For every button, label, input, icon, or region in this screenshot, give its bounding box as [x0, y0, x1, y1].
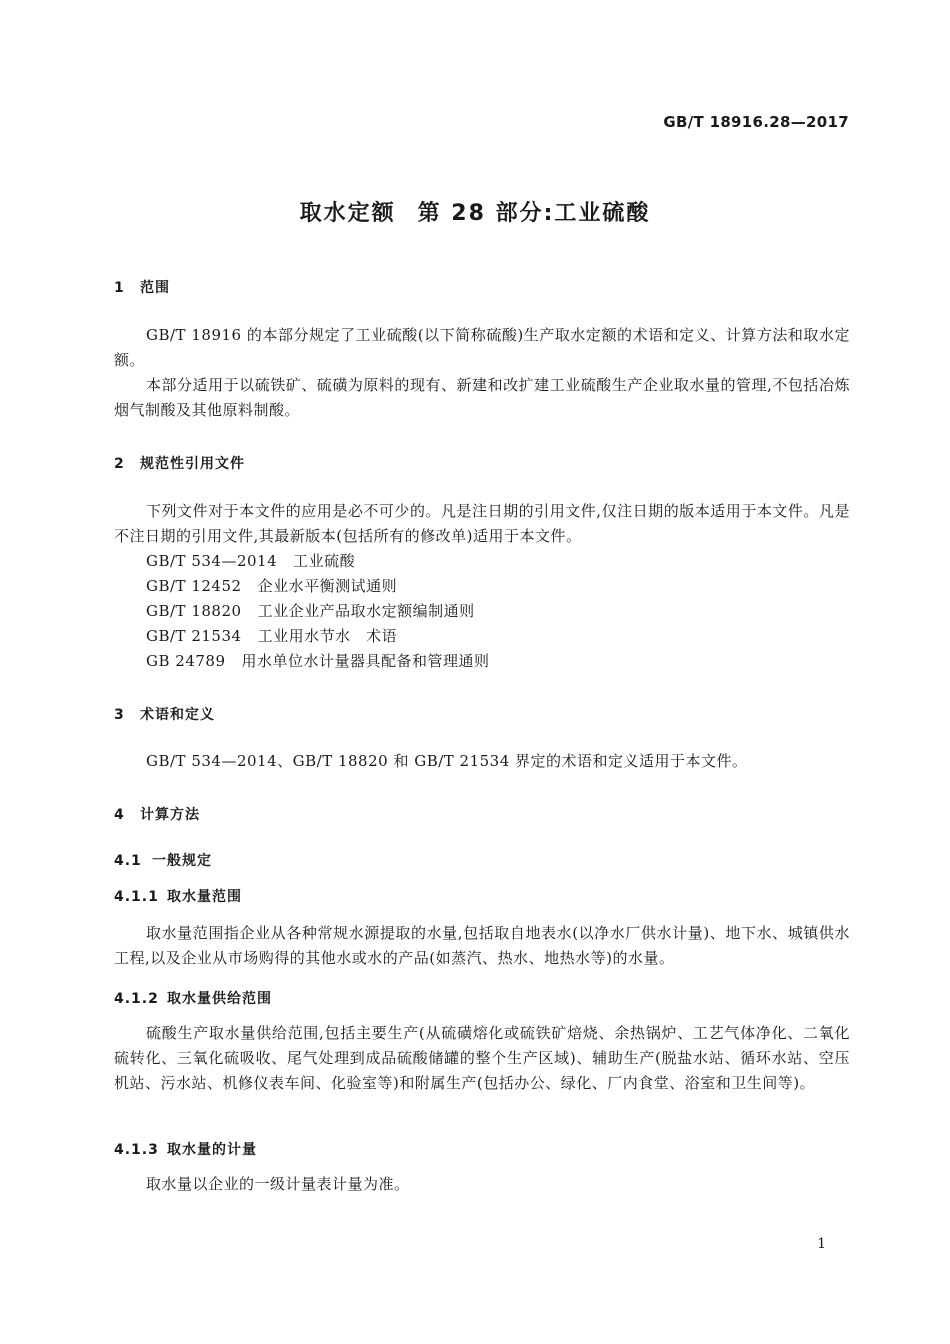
reference-item	[146, 599, 475, 624]
reference-code: GB/T 12452	[146, 577, 242, 595]
reference-item	[146, 549, 355, 574]
section-4-heading	[114, 804, 200, 824]
section-number: 4.1	[114, 853, 142, 869]
reference-code: GB 24789	[146, 652, 226, 670]
section-3-paragraph-1: GB/T 534—2014、GB/T 18820 和 GB/T 21534 界定的术语和定义适用于本文件。	[146, 752, 748, 770]
page-title	[0, 196, 950, 227]
section-4-1-3-paragraph: 取水量以企业的一级计量表计量为准。	[146, 1175, 410, 1193]
section-4-1-2-heading	[114, 988, 272, 1008]
section-number: 3	[114, 707, 125, 723]
section-title: 范围	[140, 280, 170, 296]
standard-code: GB/T 18916.28—2017	[663, 113, 849, 131]
reference-code: GB/T 21534	[146, 627, 242, 645]
reference-title: 工业硫酸	[293, 552, 356, 570]
section-4-1-1-heading	[114, 886, 242, 906]
section-2-heading	[114, 453, 245, 473]
section-number: 4	[114, 807, 125, 823]
reference-item	[146, 649, 490, 674]
reference-title: 工业用水节水 术语	[257, 627, 398, 645]
section-number: 2	[114, 456, 125, 472]
reference-title: 工业企业产品取水定额编制通则	[257, 602, 475, 620]
title-main: 取水定额	[299, 201, 396, 226]
reference-item	[146, 574, 397, 599]
section-number: 4.1.3	[114, 1142, 159, 1158]
section-4-1-1-paragraph: 取水量范围指企业从各种常规水源提取的水量,包括取自地表水(以净水厂供水计量)、地下水、城镇供水工程,以及企业从市场购得的其他水或水的产品(如蒸汽、热水、地热水等)的水量。	[114, 924, 850, 967]
section-title: 取水量供给范围	[167, 991, 272, 1007]
section-title: 取水量范围	[167, 889, 242, 905]
reference-code: GB/T 534—2014	[146, 552, 278, 570]
section-4-1-3-heading	[114, 1139, 257, 1159]
section-title: 术语和定义	[140, 707, 215, 723]
section-number: 4.1.1	[114, 889, 159, 905]
section-3-heading	[114, 704, 215, 724]
section-1-heading	[114, 277, 170, 297]
section-1-paragraph-2: 本部分适用于以硫铁矿、硫磺为原料的现有、新建和改扩建工业硫酸生产企业取水量的管理,不包括冶炼烟气制酸及其他原料制酸。	[114, 376, 850, 419]
section-2-paragraph-1: 下列文件对于本文件的应用是必不可少的。凡是注日期的引用文件,仅注日期的版本适用于本文件。凡是不注日期的引用文件,其最新版本(包括所有的修改单)适用于本文件。	[114, 502, 850, 545]
section-4-1-heading	[114, 850, 212, 870]
section-title: 一般规定	[152, 853, 212, 869]
reference-title: 用水单位水计量器具配备和管理通则	[241, 652, 490, 670]
section-title: 计算方法	[140, 807, 200, 823]
section-1-paragraph-1: GB/T 18916 的本部分规定了工业硫酸(以下简称硫酸)生产取水定额的术语和定义、计算方法和取水定额。	[114, 326, 850, 369]
section-number: 4.1.2	[114, 991, 159, 1007]
section-title: 规范性引用文件	[140, 456, 245, 472]
section-4-1-2-paragraph: 硫酸生产取水量供给范围,包括主要生产(从硫磺熔化或硫铁矿焙烧、余热锅炉、工艺气体净化、二氧化硫转化、三氧化硫吸收、尾气处理到成品硫酸储罐的整个生产区域)、辅助生产(脱盐水站、循环水站、空压机站、污水站、机修仪表车间、化验室等)和附属生产(包括办公、绿化、厂内食堂、浴室和卫生间等)。	[114, 1024, 850, 1092]
section-number: 1	[114, 280, 125, 296]
reference-item	[146, 624, 397, 649]
title-sub: 第 28 部分:工业硫酸	[417, 201, 651, 226]
reference-title: 企业水平衡测试通则	[257, 577, 398, 595]
section-title: 取水量的计量	[167, 1142, 257, 1158]
reference-code: GB/T 18820	[146, 602, 242, 620]
page-number: 1	[817, 1236, 826, 1252]
